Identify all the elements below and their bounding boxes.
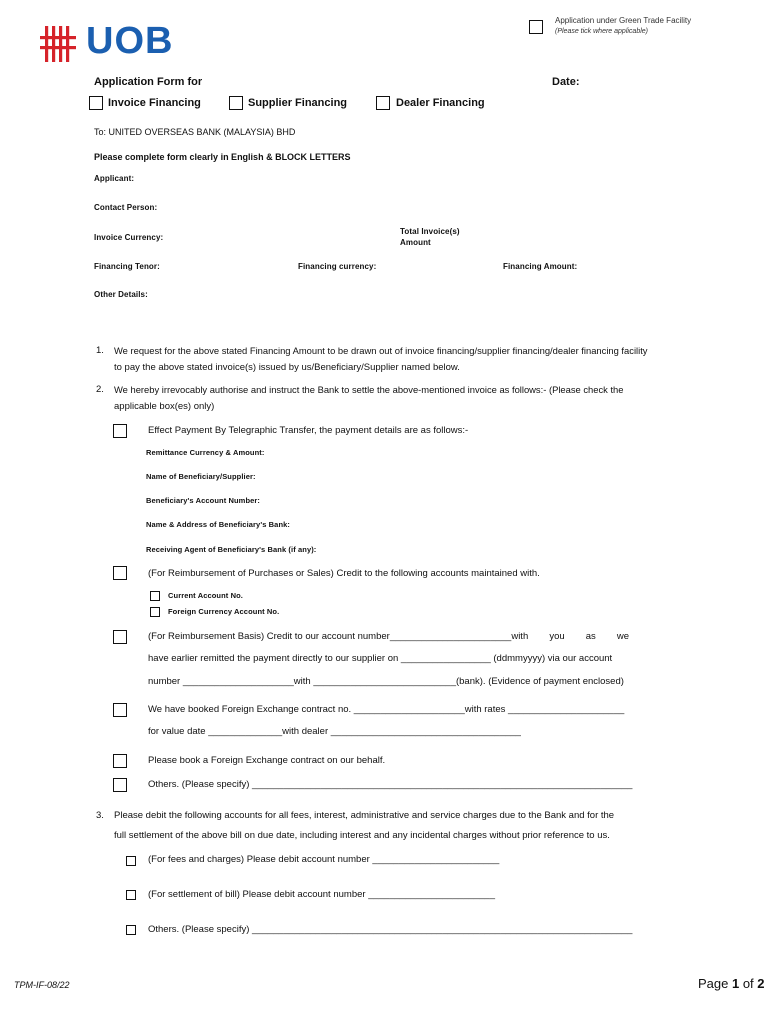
reimb-basis-line1: (For Reimbursement Basis) Credit to our account number_______________________with you as we (148, 631, 630, 642)
item1-number: 1. (96, 345, 104, 356)
reimb-purchases-checkbox[interactable] (113, 566, 127, 580)
page-indicator (698, 976, 765, 991)
applicant-label: Applicant: (94, 174, 135, 183)
others-item3-checkbox[interactable] (126, 925, 136, 935)
uob-logo (40, 20, 190, 64)
invoice-financing-label: Invoice Financing (108, 97, 201, 109)
instruction: Please complete form clearly in English & BLOCK LETTERS (94, 152, 351, 162)
page-number: 1 (731, 976, 740, 991)
current-account-checkbox[interactable] (150, 591, 160, 601)
item1-text-line1: We request for the above stated Financing Amount to be drawn out of invoice financing/supplier financing/dealer financing facility (114, 345, 648, 356)
foreign-account-label: Foreign Currency Account No. (168, 607, 280, 616)
tt-beneficiary-name-label: Name of Beneficiary/Supplier: (146, 472, 256, 481)
fx-book-label: Please book a Foreign Exchange contract on our behalf. (148, 755, 386, 766)
uob-logo-text: UOB (86, 20, 174, 62)
form-reference: TPM-IF-08/22 (14, 980, 70, 990)
fx-booked-checkbox[interactable] (113, 703, 127, 717)
supplier-financing-label: Supplier Financing (248, 97, 348, 109)
green-trade-label: Application under Green Trade Facility (555, 16, 692, 25)
page-of: of (739, 976, 758, 991)
item2-text-line2: applicable box(es) only) (114, 401, 215, 412)
invoice-financing-checkbox[interactable] (89, 96, 103, 110)
other-details-label: Other Details: (94, 290, 148, 299)
tt-receiving-agent-label: Receiving Agent of Beneficiary's Bank (if any): (146, 545, 317, 554)
fees-label: (For fees and charges) Please debit account number ________________________ (148, 854, 500, 865)
item1-text-line2: to pay the above stated invoice(s) issued by us/Beneficiary/Supplier named below. (114, 362, 460, 373)
fees-checkbox[interactable] (126, 856, 136, 866)
date-label: Date: (552, 76, 580, 88)
invoice-currency-label: Invoice Currency: (94, 233, 164, 242)
uob-logo-mark-icon (40, 24, 80, 64)
reimb-purchases-label: (For Reimbursement of Purchases or Sales) Credit to the following accounts maintained with. (148, 568, 540, 579)
reimb-basis-line3: number _____________________with ___________________________(bank). (Evidence of payment enclosed) (148, 676, 624, 687)
financing-tenor-label: Financing Tenor: (94, 262, 160, 271)
contact-person-label: Contact Person: (94, 203, 158, 212)
reimb-basis-checkbox[interactable] (113, 630, 127, 644)
green-trade-checkbox[interactable] (529, 20, 543, 34)
tt-label: Effect Payment By Telegraphic Transfer, the payment details are as follows:- (148, 425, 469, 436)
supplier-financing-checkbox[interactable] (229, 96, 243, 110)
item3-text-line1: Please debit the following accounts for all fees, interest, administrative and service charges due to the Bank and for the (114, 810, 615, 821)
tt-beneficiary-account-label: Beneficiary's Account Number: (146, 496, 261, 505)
dealer-financing-label: Dealer Financing (396, 97, 485, 109)
current-account-label: Current Account No. (168, 591, 243, 600)
fx-booked-line2: for value date ______________with dealer ____________________________________ (148, 726, 521, 737)
tt-remittance-label: Remittance Currency & Amount: (146, 448, 265, 457)
tt-checkbox[interactable] (113, 424, 127, 438)
item3-number: 3. (96, 810, 104, 821)
green-trade-note: (Please tick where applicable) (555, 28, 648, 35)
settlement-checkbox[interactable] (126, 890, 136, 900)
financing-amount-label: Financing Amount: (503, 262, 578, 271)
others-item2-label: Others. (Please specify) ________________________________________________________________________ (148, 779, 633, 790)
total-invoice-label-1: Total Invoice(s) (400, 227, 460, 236)
settlement-label: (For settlement of bill) Please debit account number ________________________ (148, 889, 495, 900)
to-line: To: UNITED OVERSEAS BANK (MALAYSIA) BHD (94, 127, 296, 137)
others-item3-label: Others. (Please specify) ________________________________________________________________________ (148, 924, 633, 935)
tt-bank-address-label: Name & Address of Beneficiary's Bank: (146, 520, 291, 529)
reimb-basis-line2: have earlier remitted the payment directly to our supplier on _________________ (ddmmyyyy) via our account (148, 653, 613, 664)
dealer-financing-checkbox[interactable] (376, 96, 390, 110)
item2-number: 2. (96, 384, 104, 395)
fx-booked-line1: We have booked Foreign Exchange contract no. _____________________with rates ______________________ (148, 704, 625, 715)
financing-currency-label: Financing currency: (298, 262, 377, 271)
item3-text-line2: full settlement of the above bill on due date, including interest and any incidental charges without prior reference to us. (114, 830, 610, 841)
others-item2-checkbox[interactable] (113, 778, 127, 792)
fx-book-checkbox[interactable] (113, 754, 127, 768)
form-title: Application Form for (94, 76, 203, 88)
page-total: 2 (757, 976, 765, 991)
item2-text-line1: We hereby irrevocably authorise and instruct the Bank to settle the above-mentioned invoice as follows:- (Please check the (114, 384, 624, 395)
foreign-account-checkbox[interactable] (150, 607, 160, 617)
total-invoice-label-2: Amount (400, 238, 431, 247)
page-prefix: Page (698, 976, 732, 991)
